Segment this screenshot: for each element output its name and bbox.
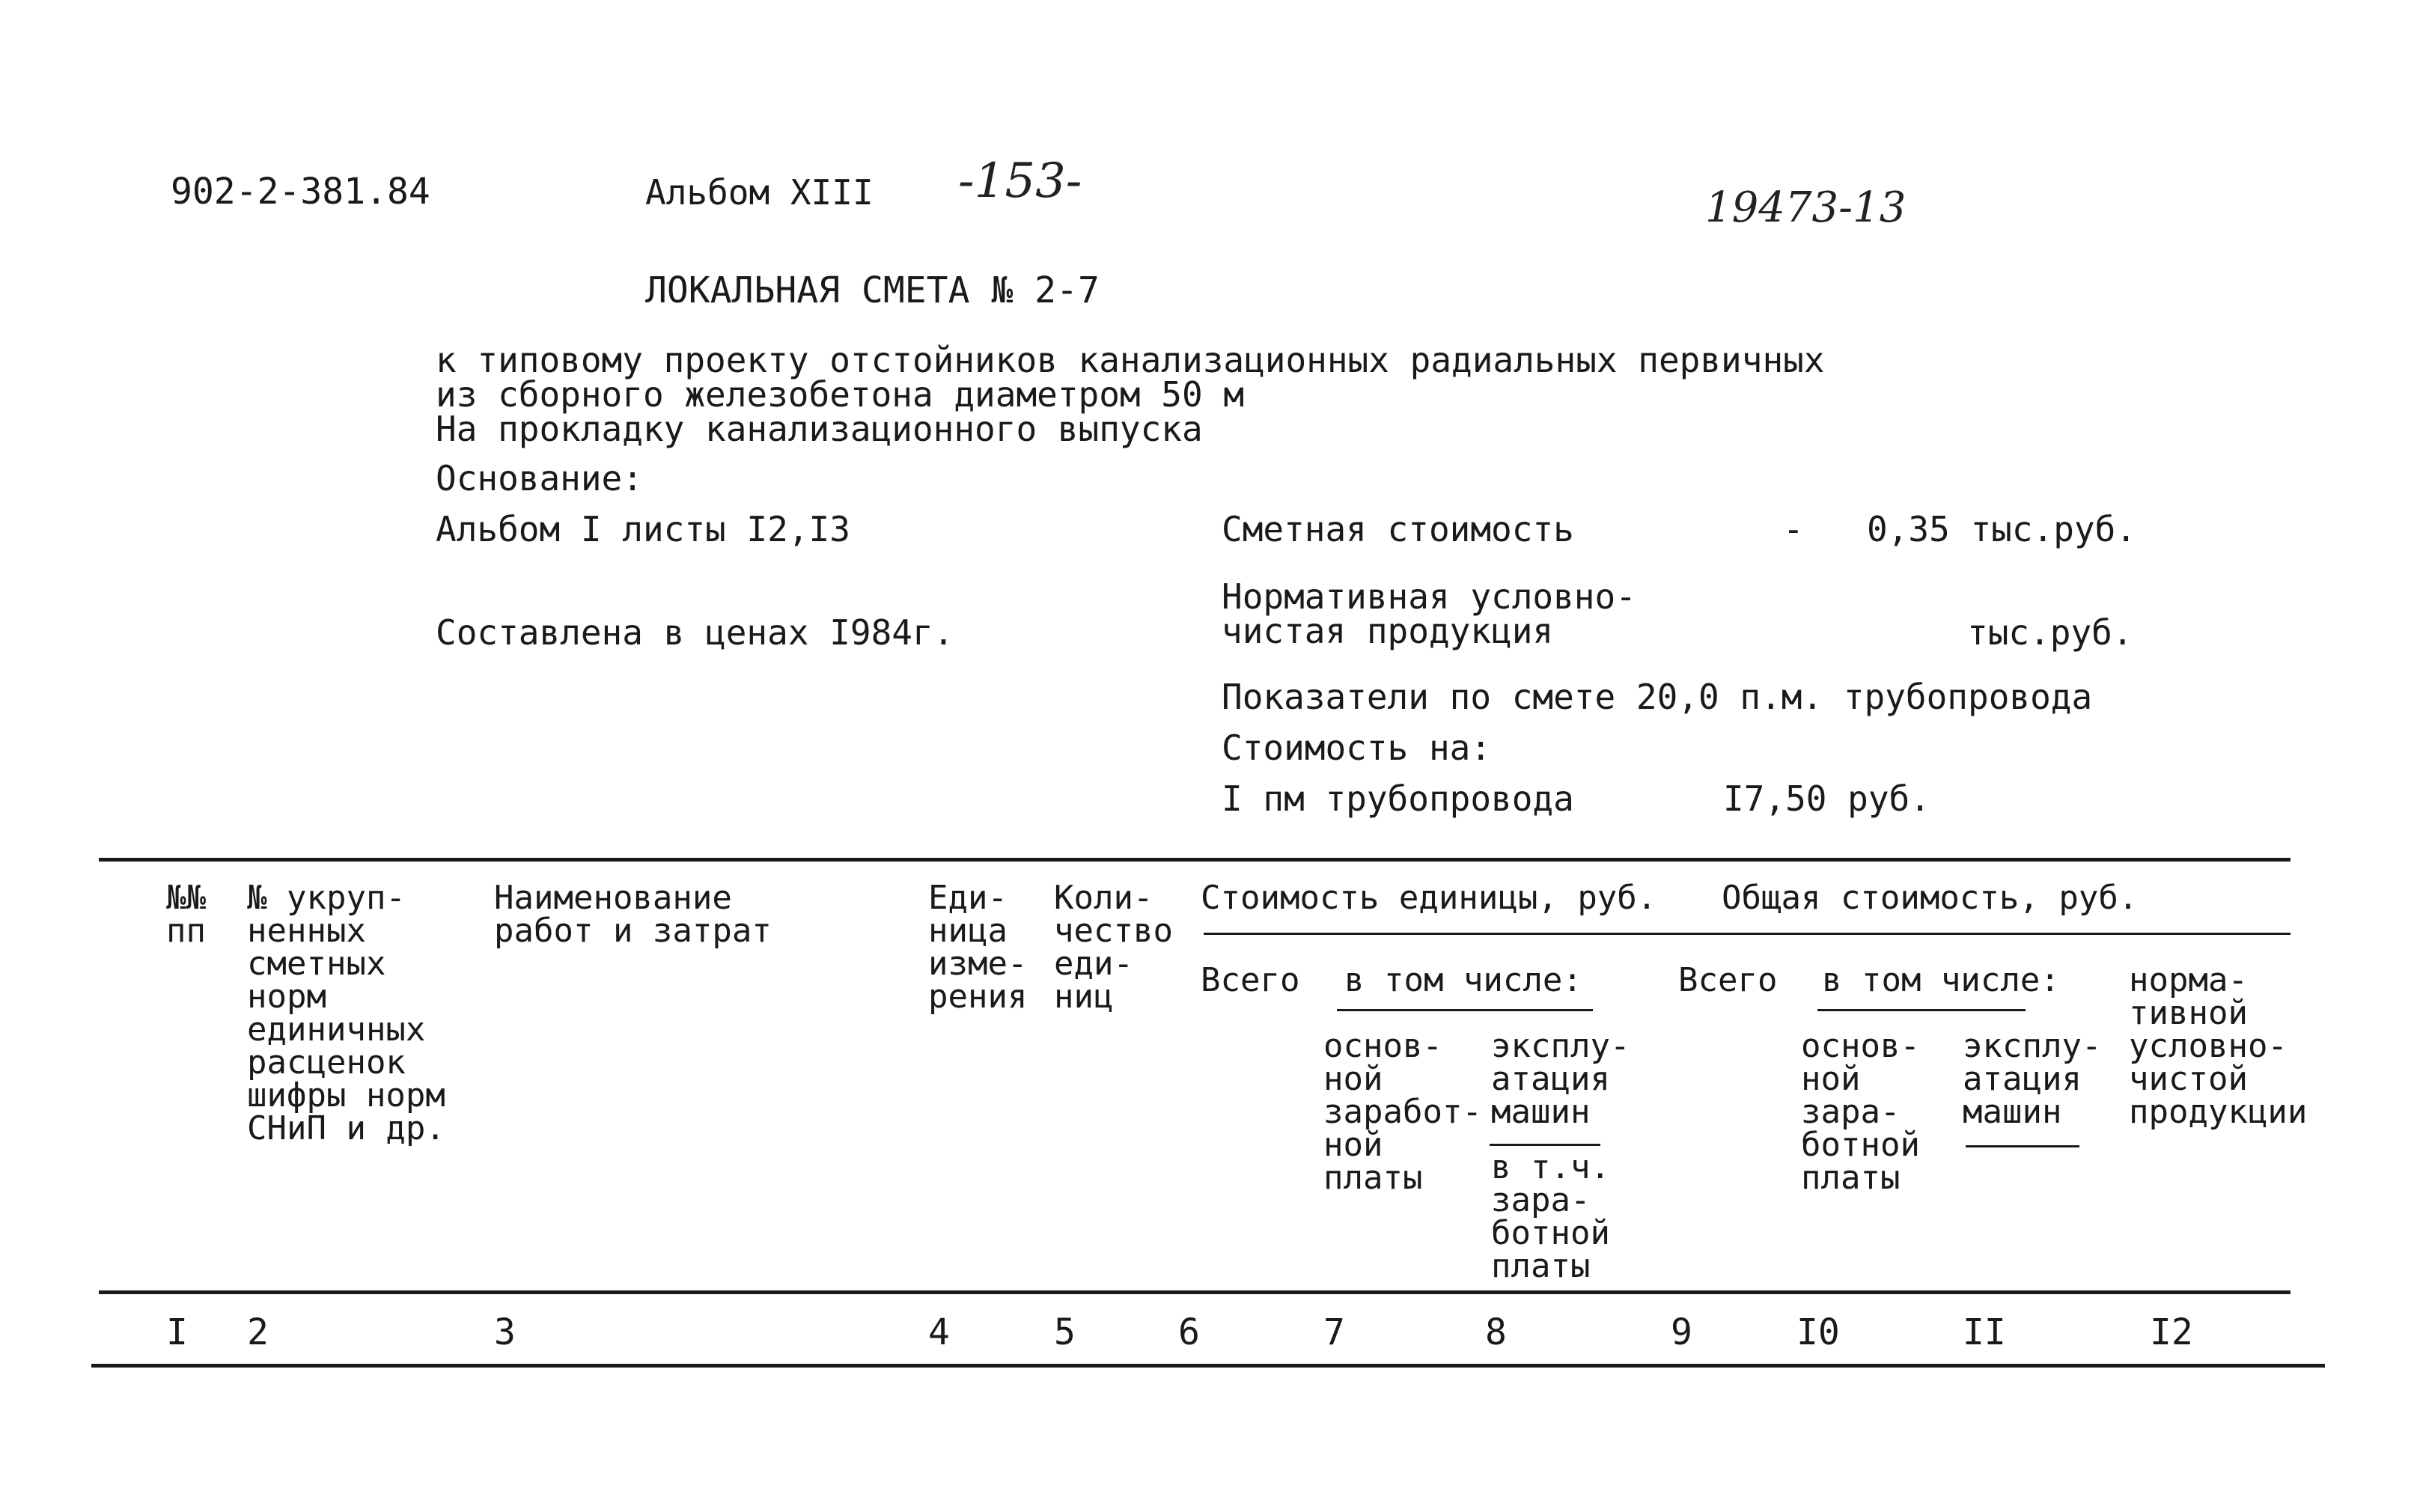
indicators-line: Показатели по смете 20,0 п.м. трубопровода [1222,677,2093,717]
column-number-5: 5 [1054,1311,1076,1353]
header-unit-cost: Стоимость единицы, руб. [1201,879,1657,917]
column-number-9: 9 [1671,1311,1692,1353]
column-number-10: I0 [1796,1311,1840,1353]
subtitle-line-3: На прокладку канализационного выпуска [436,409,1203,449]
header-total-including: в том числе: [1822,961,2060,999]
album-label: Альбом XIII [645,172,874,213]
column-number-11: II [1963,1311,2006,1353]
machines-underline-1 [1490,1144,1600,1146]
header-total-total: Всего [1678,961,1778,999]
inventory-number: 19473-13 [1705,183,1907,232]
compiled-prices: Составлена в ценах I984г. [436,612,954,653]
header-normative-product: норма- тивной условно- чистой продукции [2129,961,2308,1131]
header-col-quantity: Коли- чество еди- ниц [1054,879,1173,1016]
normative-product-label-2: чистая продукция [1222,611,1554,651]
header-bottom-rule [99,1290,2291,1294]
numbers-bottom-rule [91,1364,2325,1368]
header-sub-rule [1204,933,2291,935]
header-total-cost: Общая стоимость, руб. [1722,879,2139,917]
estimate-cost-label: Сметная стоимость [1222,509,1574,549]
cost-per-label: Стоимость на: [1222,728,1492,768]
header-unit-total: Всего [1201,961,1300,999]
header-unit-machines-wage: в т.ч. зара- ботной платы [1491,1148,1610,1285]
cost-per-item: I пм трубопровода [1222,778,1574,819]
column-number-12: I2 [2150,1311,2193,1353]
doc-code: 902-2-381.84 [171,171,430,213]
header-unit-basic-wage: основ- ной заработ- ной платы [1323,1027,1482,1197]
normative-product-value: тыс.руб. [1967,612,2133,653]
column-number-7: 7 [1323,1311,1345,1353]
column-number-4: 4 [928,1311,950,1353]
subtitle-line-2: из сборного железобетона диаметром 50 м [436,374,1245,415]
normative-product-label-1: Нормативная условно- [1222,576,1636,617]
header-col-number: №№ пп [166,879,206,950]
subtitle-line-1: к типовому проекту отстойников канализационных радиальных первичных [436,340,1825,380]
document-title: ЛОКАЛЬНАЯ СМЕТА № 2-7 [645,269,1100,311]
basis-label: Основание: [436,458,643,499]
header-col-unit: Еди- ница изме- рения [928,879,1028,1016]
basis-value: Альбом I листы I2,I3 [436,509,850,549]
column-number-8: 8 [1485,1311,1507,1353]
column-number-6: 6 [1178,1311,1200,1353]
header-unit-including: в том числе: [1344,961,1582,999]
header-col-name: Наименование работ и затрат [494,879,772,950]
estimate-cost-dash: - [1783,509,1804,549]
header-col-norm-code: № укруп- ненных сметных норм единичных расценок шифры норм СНиП и др. [247,879,445,1147]
machines-underline-2 [1966,1145,2079,1147]
cost-per-value: I7,50 руб. [1723,778,1930,819]
header-total-basic-wage: основ- ной зара- ботной платы [1801,1027,1920,1197]
column-number-2: 2 [247,1311,269,1353]
incl-underline-1 [1337,1009,1593,1011]
page-number: -153- [958,153,1082,209]
column-number-1: I [166,1311,188,1353]
table-top-rule [99,858,2291,862]
incl-underline-2 [1817,1009,2026,1011]
header-total-machines: эксплу- атация машин [1963,1027,2102,1131]
estimate-cost-value: 0,35 тыс.руб. [1867,509,2137,549]
header-unit-machines: эксплу- атация машин [1491,1027,1630,1131]
column-number-3: 3 [494,1311,516,1353]
